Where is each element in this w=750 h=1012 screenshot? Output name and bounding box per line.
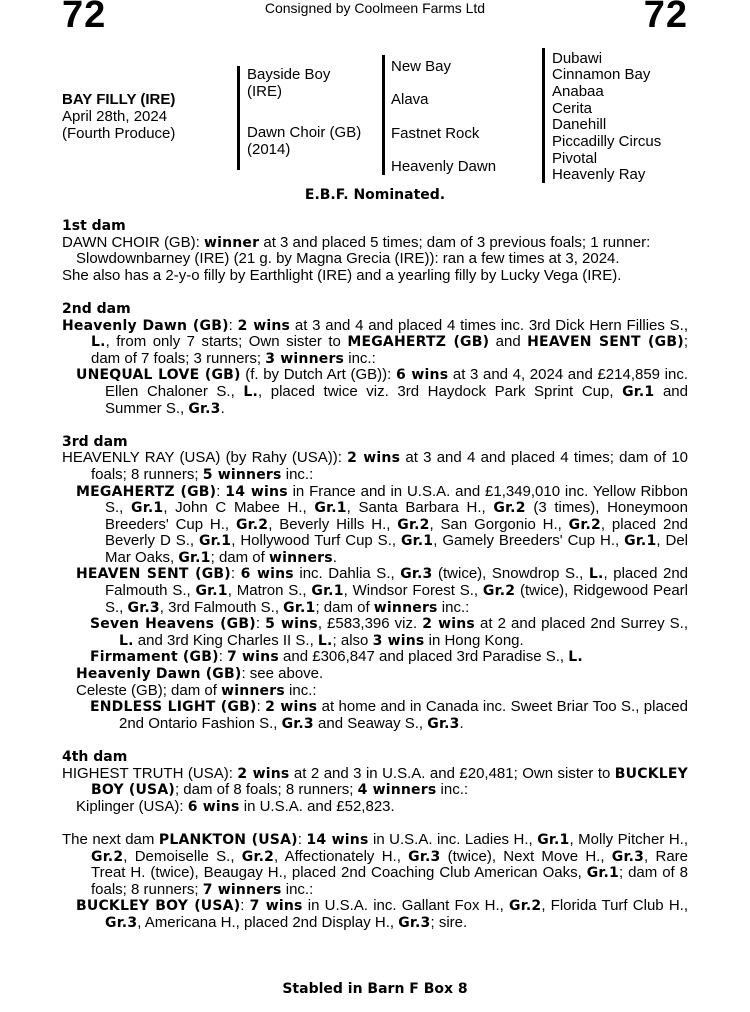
text: at 3 and placed 5 times; dam of 3 previous foals; 1 runner: [259,233,651,251]
text: 3 wins [372,632,425,649]
pedigree-block [62,48,702,188]
text: Gr.3 [408,848,441,865]
text: Gr.1 [311,583,344,600]
text: ; dam of 7 foals; 3 runners; [91,333,688,367]
text: , placed 2nd Beverly D S., [105,515,689,550]
text: winners [268,549,333,566]
text: . [220,399,225,417]
text: . [332,548,337,566]
text: 7 wins [249,898,303,915]
text: , placed twice viz. 3rd Haydock Park Sprint Cup, [257,382,623,400]
progeny-entry [62,898,688,931]
progeny-entry [62,666,688,683]
text: Gr.2 [509,898,542,915]
horse-description: BAY FILLY (IRE) [62,91,176,108]
text: Gr.1 [624,533,657,550]
text: , placed 2nd Falmouth S., [105,565,688,600]
dam-name: Dawn Choir (GB) [247,124,362,141]
text: HEAVEN SENT (GB) [76,566,231,583]
text: inc.: [281,465,314,483]
text: 3 winners [265,350,345,367]
text: : [297,830,307,848]
sire-country: (IRE) [247,83,282,100]
text: ; dam of [315,598,374,616]
progeny-entry: Slowdownbarney (IRE) (21 g. by Magna Grecia (IRE)): ran a few times at 3, 2024. [76,250,620,268]
text: , Del Mar Oaks, [105,532,688,566]
text: , Gamely Breeders' Cup H., [433,532,625,550]
text: , Americana H., placed 2nd Display H., [137,913,399,931]
text: 5 wins [265,616,318,633]
further-produce: She also has a 2-y-o filly by Earthlight (IRE) and a yearling filly by Lucky Vega (IRE). [62,266,622,284]
text: Gr.1 [131,500,164,517]
consignor: Consigned by Coolmeen Farms Ltd [264,0,486,16]
text: Gr.1 [622,383,655,400]
text: winner [203,234,260,251]
gen3-6: Piccadilly Circus [552,133,662,150]
section-heading-3rd-dam: 3rd dam [62,433,128,450]
text: Seven Heavens (GB) [90,616,256,633]
text: Kiplinger (USA): [76,797,188,815]
text: 6 wins [395,367,449,384]
text: 2 wins [237,317,291,334]
text: in Hong Kong. [424,631,524,649]
third-dam-record [62,450,688,483]
text: Celeste (GB); dam of [76,681,222,699]
text: in U.S.A. inc. Gallant Fox H., [302,897,510,915]
foaling-date: April 28th, 2024 [62,108,168,125]
text: , Hollywood Turf Cup S., [231,532,401,550]
text: Gr.1 [195,583,228,600]
text: and [489,333,528,351]
text: : [240,897,250,915]
first-dam-record [62,235,688,252]
text: L. [317,632,333,649]
text: Gr.1 [537,831,570,848]
text: inc.: [344,349,376,367]
text: ; dam of [210,548,269,566]
text: ; dam of 8 foals; 8 runners; [91,864,688,898]
text: 2 wins [422,616,475,633]
dam-year: (2014) [247,141,291,158]
text: inc.: [284,681,317,699]
text: , Beverly Hills H., [268,515,398,533]
text: Firmament (GB) [90,649,219,666]
text: , Santa Barbara H., [346,499,494,517]
text: winners [221,682,285,699]
text: L. [91,334,106,351]
text: HIGHEST TRUTH (USA): [62,764,238,782]
text: Gr.3 [400,566,433,583]
text: Gr.3 [127,599,160,616]
section-heading-4th-dam: 4th dam [62,749,128,765]
text: Gr.1 [400,533,434,550]
text: : see above. [241,665,324,683]
text: in U.S.A. inc. Ladies H., [368,830,538,848]
progeny-entry [62,484,688,567]
text: 2 wins [237,765,290,782]
text: and Seaway S., [313,714,428,732]
text: , £583,396 viz. [317,615,423,633]
section-heading-1st-dam: 1st dam [62,218,126,234]
progeny-entry [62,683,688,700]
text: , Rare Treat H. (twice), Beaugay H., placed 2nd Coaching Club American Oaks, [91,847,688,882]
pedigree-bracket-1 [237,66,240,170]
text: in France and in U.S.A. and £1,349,010 inc. Yellow Ribbon S., [105,482,689,517]
pedigree-bracket-2 [382,55,385,175]
dam-dam: Heavenly Dawn [391,158,497,175]
text: Gr.1 [178,549,211,566]
text: BUCKLEY BOY (USA) [91,765,688,799]
text: , from only 7 starts; Own sister to [105,333,348,351]
text: 6 wins [187,798,240,815]
text: Heavenly Dawn (GB) [76,666,242,683]
text: 2 wins [265,699,318,716]
text: Gr.3 [427,715,460,732]
text: : [228,316,238,334]
text: 14 wins [306,831,369,848]
text: 2 wins [347,450,401,467]
text: : [255,615,266,633]
text: Gr.2 [568,516,601,533]
text: ; dam of 8 foals; 8 runners; [174,781,358,799]
text: 7 wins [227,649,279,666]
gen3-4: Cerita [552,100,593,117]
text: at 2 and placed 2nd Surrey S., [474,615,689,633]
text: winners [373,599,438,616]
text: L. [243,383,258,400]
text: at 3 and 4 and placed 4 times; dam of 10 foals; 8 runners; [91,449,689,483]
gen3-1: Dubawi [552,50,603,67]
sire-dam: Alava [391,91,429,108]
text: inc. Dahlia S., [293,565,401,583]
dam-sire: Fastnet Rock [391,125,480,142]
gen3-7: Pivotal [552,150,598,167]
gen3-8: Heavenly Ray [552,166,646,183]
text: . [459,714,464,732]
spacer [62,732,688,749]
text: Gr.1 [283,599,316,616]
text: : [216,482,226,500]
text: , Demoiselle S., [123,847,242,865]
text: Gr.3 [188,400,221,417]
text: 7 winners [202,881,282,898]
text: , 3rd Falmouth S., [159,598,284,616]
text: inc.: [437,598,470,616]
text: ; also [332,631,373,649]
text: at 3 and 4, 2024 and £214,859 inc. Ellen Chaloner S., [105,366,688,400]
text: Gr.2 [482,583,516,600]
gen3-3: Anabaa [552,83,604,100]
text: at home and in Canada inc. Sweet Briar Too S., placed 2nd Ontario Fashion S., [119,698,688,732]
text: at 2 and 3 in U.S.A. and £20,481; Own sister to [289,764,615,782]
text: HEAVEN SENT (GB) [527,334,684,351]
text: inc.: [281,880,314,898]
text: (twice), Next Move H., [440,847,612,865]
text: (3 times), Honeymoon Breeders' Cup H., [105,499,688,533]
text: : [230,565,241,583]
text: : [256,698,266,716]
gen3-5: Danehill [552,116,607,133]
text: : [218,648,228,666]
spacer [62,417,688,434]
text: 14 wins [225,483,288,500]
text: , Affectionately H., [274,847,409,865]
fourth-dam-record [62,766,688,799]
text: , Windsor Forest S., [343,582,483,600]
sire-name: Bayside Boy [247,66,331,83]
sire-sire: New Bay [391,58,452,75]
progeny-entry [62,566,688,616]
text: MEGAHERTZ (GB) [347,334,490,351]
text: (twice), Ridgewood Pearl S., [105,582,688,616]
text: , John C Mabee H., [163,499,315,517]
text: Heavenly Dawn (GB) [62,317,229,334]
text: Gr.2 [241,848,275,865]
text: Gr.3 [281,715,314,732]
text: in U.S.A. and £52,823. [239,797,395,815]
progeny-entry [62,616,688,649]
gen3-2: Cinnamon Bay [552,66,651,83]
text: Gr.1 [314,500,347,517]
text: at 3 and 4 and placed 4 times inc. 3rd Dick Hern Fillies S., [290,316,688,334]
text: Gr.3 [398,914,431,931]
text: and £306,847 and placed 3rd Paradise S., [278,648,569,666]
text: 6 wins [240,566,294,583]
text: 4 winners [357,782,437,799]
text: 5 winners [202,466,282,483]
text: Gr.2 [235,516,269,533]
text: Gr.2 [91,848,124,865]
lot-number-left: 72 [62,0,107,36]
produce-note: (Fourth Produce) [62,125,176,142]
text: (f. by Dutch Art (GB)): [240,366,396,384]
text: and 3rd King Charles II S., [133,631,318,649]
progeny-entry [62,799,688,816]
next-dam-record [62,832,688,898]
pedigree-bracket-3 [542,48,545,183]
text: inc.: [436,781,469,799]
text: Gr.3 [611,848,645,865]
catalogue-page [62,218,688,932]
text: PLANKTON (USA) [158,831,298,848]
text: and Summer S., [105,382,688,417]
text: L. [568,649,583,666]
spacer [62,284,688,301]
text: Gr.2 [493,500,526,517]
stabling-location: Stabled in Barn F Box 8 [282,981,468,997]
text: Gr.1 [198,533,232,550]
text: ENDLESS LIGHT (GB) [90,699,257,716]
text: L. [588,566,604,583]
spacer [62,815,688,832]
text: Gr.2 [397,516,430,533]
text: , San Gorgonio H., [429,515,569,533]
text: Gr.1 [586,865,619,882]
text: MEGAHERTZ (GB) [76,483,217,500]
text: UNEQUAL LOVE (GB) [76,367,241,384]
text: BUCKLEY BOY (USA) [76,898,241,915]
text: , Matron S., [227,582,312,600]
progeny-entry [62,699,688,732]
text: DAWN CHOIR (GB): [62,233,204,251]
text: (twice), Snowdrop S., [432,565,589,583]
text: Gr.3 [105,914,138,931]
text: HEAVENLY RAY (USA) (by Rahy (USA)): [62,449,348,467]
progeny-entry [62,367,688,417]
section-heading-2nd-dam: 2nd dam [62,300,131,317]
text: The next dam [62,830,159,848]
text: L. [119,632,134,649]
second-dam-record [62,318,688,368]
ebf-nomination: E.B.F. Nominated. [304,187,446,203]
lot-number-right: 72 [643,0,688,36]
progeny-entry [62,649,688,666]
text: , Molly Pitcher H., [569,830,688,848]
text: , Florida Turf Club H., [541,897,688,915]
text: ; sire. [430,913,468,931]
